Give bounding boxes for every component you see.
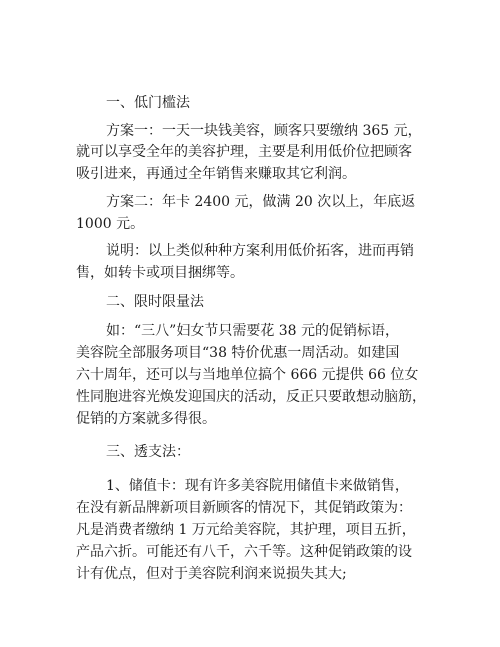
note-line-2: 售，如转卡或项目捆绑等。 bbox=[76, 265, 244, 281]
note-line-1: 说明：以上类似种种方案利用低价拓客，进而再销 bbox=[106, 243, 414, 259]
plan2-line-1: 方案二：年卡 2400 元，做满 20 次以上，年底返 bbox=[106, 194, 416, 210]
example-line-4: 性同胞进容光焕发迎国庆的活动，反正只要敢想动脑筋， bbox=[76, 389, 426, 405]
example-line-3: 六十周年，还可以与当地单位搞个 666 元提供 66 位女 bbox=[76, 367, 419, 383]
example-line-5: 促销的方案就多得很。 bbox=[76, 411, 216, 427]
item1-line-5: 计有优点，但对于美容院利润来说损失其大; bbox=[76, 566, 347, 582]
item1-line-4: 产品六折。可能还有八千，六千等。这种促销政策的设 bbox=[76, 544, 412, 560]
item1-line-3: 凡是消费者缴纳 1 万元给美容院，其护理，项目五折， bbox=[76, 522, 416, 538]
section1-heading: 一、低门槛法 bbox=[106, 95, 190, 111]
section2-heading: 二、限时限量法 bbox=[106, 294, 204, 310]
plan1-line-3: 吸引进来，再通过全年销售来赚取其它利润。 bbox=[76, 166, 356, 182]
plan1-line-2: 就可以享受全年的美容护理，主要是利用低价位把顾客 bbox=[76, 144, 412, 160]
plan1-line-1: 方案一：一天一块钱美容，顾客只要缴纳 365 元， bbox=[106, 123, 422, 139]
example-line-1: 如：“三八”妇女节只需要花 38 元的促销标语， bbox=[106, 323, 400, 339]
example-line-2: 美容院全部服务项目“38 特价优惠一周活动。如建国 bbox=[76, 345, 400, 361]
section3-heading: 三、透支法： bbox=[106, 444, 190, 460]
plan2-line-2: 1000 元。 bbox=[76, 216, 145, 232]
item1-line-2: 在没有新品牌新项目新顾客的情况下，其促销政策为： bbox=[76, 500, 412, 516]
item1-line-1: 1、储值卡：现有许多美容院用储值卡来做销售， bbox=[106, 478, 409, 494]
